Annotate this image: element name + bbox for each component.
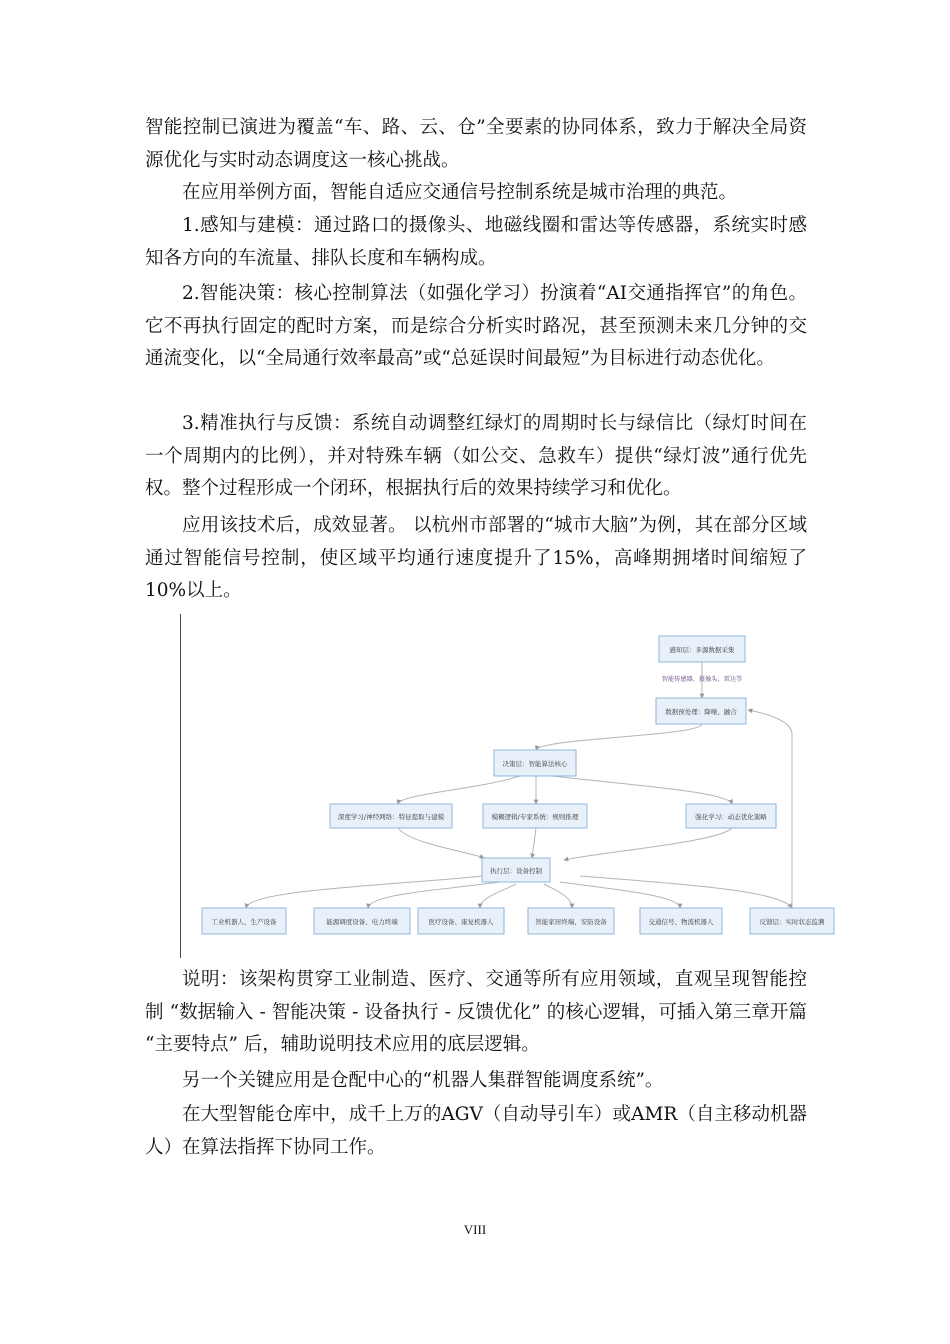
node-reinforcement <box>686 804 776 828</box>
node-preprocess <box>656 698 746 724</box>
svg-text:决策层：智能算法核心: 决策层：智能算法核心 <box>502 760 568 768</box>
svg-text:感知层：多源数据采集: 感知层：多源数据采集 <box>669 646 735 654</box>
node-medical <box>418 908 504 934</box>
svg-text:医疗设备、康复机器人: 医疗设备、康复机器人 <box>428 918 494 926</box>
edge-decision-reinforcement <box>552 776 732 804</box>
edge-execution-medical <box>480 884 516 908</box>
node-energy <box>314 908 410 934</box>
paragraph-execution: 3.精准执行与反馈：系统自动调整红绿灯的周期时长与绿信比（绿灯时间在一个周期内的比例），并对特殊车辆（如公交、急救车）提供“绿灯波”通行优先权。整个过程形成一个闭环，根据执行后的效果持续学习和优化。 <box>145 413 807 499</box>
edge-reinforcement-execution <box>564 828 732 860</box>
svg-text:模糊逻辑/专家系统：规则推理: 模糊逻辑/专家系统：规则推理 <box>491 813 579 821</box>
paragraph-perception: 1.感知与建模：通过路口的摄像头、地磁线圈和雷达等传感器，系统实时感知各方向的车流量、排队长度和车辆构成。 <box>145 215 807 269</box>
node-industrial <box>202 908 286 934</box>
edge-execution-energy <box>368 882 500 908</box>
edge-preprocess-decision <box>536 724 702 750</box>
paragraph-results: 应用该技术后，成效显著。 以杭州市部署的“城市大脑”为例，其在部分区域通过智能信号控制，使区域平均通行速度提升了15%，高峰期拥堵时间缩短了10%以上。 <box>145 515 807 601</box>
svg-text:工业机器人、生产设备: 工业机器人、生产设备 <box>211 918 277 926</box>
svg-text:智能家居终端、安防设备: 智能家居终端、安防设备 <box>535 918 607 926</box>
paragraph-intro: 智能控制已演进为覆盖“车、路、云、仓”全要素的协同体系，致力于解决全局资源优化与实时动态调度这一核心挑战。 <box>145 117 807 171</box>
edge-execution-feedback <box>580 876 792 908</box>
node-deep-learning <box>330 804 452 828</box>
page-number: VIII <box>463 1222 487 1237</box>
edge-decision-deep <box>398 776 520 804</box>
svg-text:数据预处理：降噪、融合: 数据预处理：降噪、融合 <box>665 708 737 716</box>
edge-deep-execution <box>398 828 484 858</box>
paragraph-figure-note: 说明：该架构贯穿工业制造、医疗、交通等所有应用领域，直观呈现智能控制 “数据输入 - 智能决策 - 设备执行 - 反馈优化” 的核心逻辑，可插入第三章开篇 “主要特点” 后，辅助说明技术应用的底层逻辑。 <box>145 969 807 1055</box>
edge-execution-smart-home <box>544 884 572 908</box>
edge-execution-industrial <box>246 876 484 908</box>
edge-fuzzy-execution <box>532 828 536 858</box>
edge-label-sensors: 智能传感器、摄像头、雷达等 <box>661 676 743 683</box>
edge-execution-traffic <box>560 882 680 908</box>
svg-text:强化学习：动态优化策略: 强化学习：动态优化策略 <box>695 813 767 821</box>
svg-text:能源调度设备、电力终端: 能源调度设备、电力终端 <box>326 918 398 926</box>
paragraph-warehouse-intro: 另一个关键应用是仓配中心的“机器人集群智能调度系统”。 <box>182 1070 664 1091</box>
paragraph-warehouse-detail: 在大型智能仓库中，成千上万的AGV（自动导引车）或AMR（自主移动机器人）在算法指挥下协同工作。 <box>145 1104 807 1158</box>
svg-text:深度学习/神经网络：特征提取与建模: 深度学习/神经网络：特征提取与建模 <box>337 813 445 821</box>
node-execution <box>482 858 550 882</box>
svg-text:执行层：设备控制: 执行层：设备控制 <box>490 867 542 875</box>
node-perception <box>659 636 745 662</box>
node-traffic <box>640 908 722 934</box>
node-decision <box>494 750 576 776</box>
node-feedback <box>750 908 834 934</box>
architecture-diagram <box>180 614 840 958</box>
paragraph-decision: 2.智能决策：核心控制算法（如强化学习）扮演着“AI交通指挥官”的角色。它不再执行固定的配时方案，而是综合分析实时路况，甚至预测未来几分钟的交通流变化，以“全局通行效率最高”或“总延误时间最短”为目标进行动态优化。 <box>145 283 807 369</box>
svg-text:交通信号、物流机器人: 交通信号、物流机器人 <box>648 918 714 926</box>
node-smart-home <box>528 908 614 934</box>
svg-text:反馈层：实时状态监测: 反馈层：实时状态监测 <box>759 918 825 926</box>
node-fuzzy-logic <box>483 804 587 828</box>
diagram-svg <box>180 614 840 958</box>
paragraph-example-intro: 在应用举例方面，智能自适应交通信号控制系统是城市治理的典范。 <box>182 182 738 203</box>
